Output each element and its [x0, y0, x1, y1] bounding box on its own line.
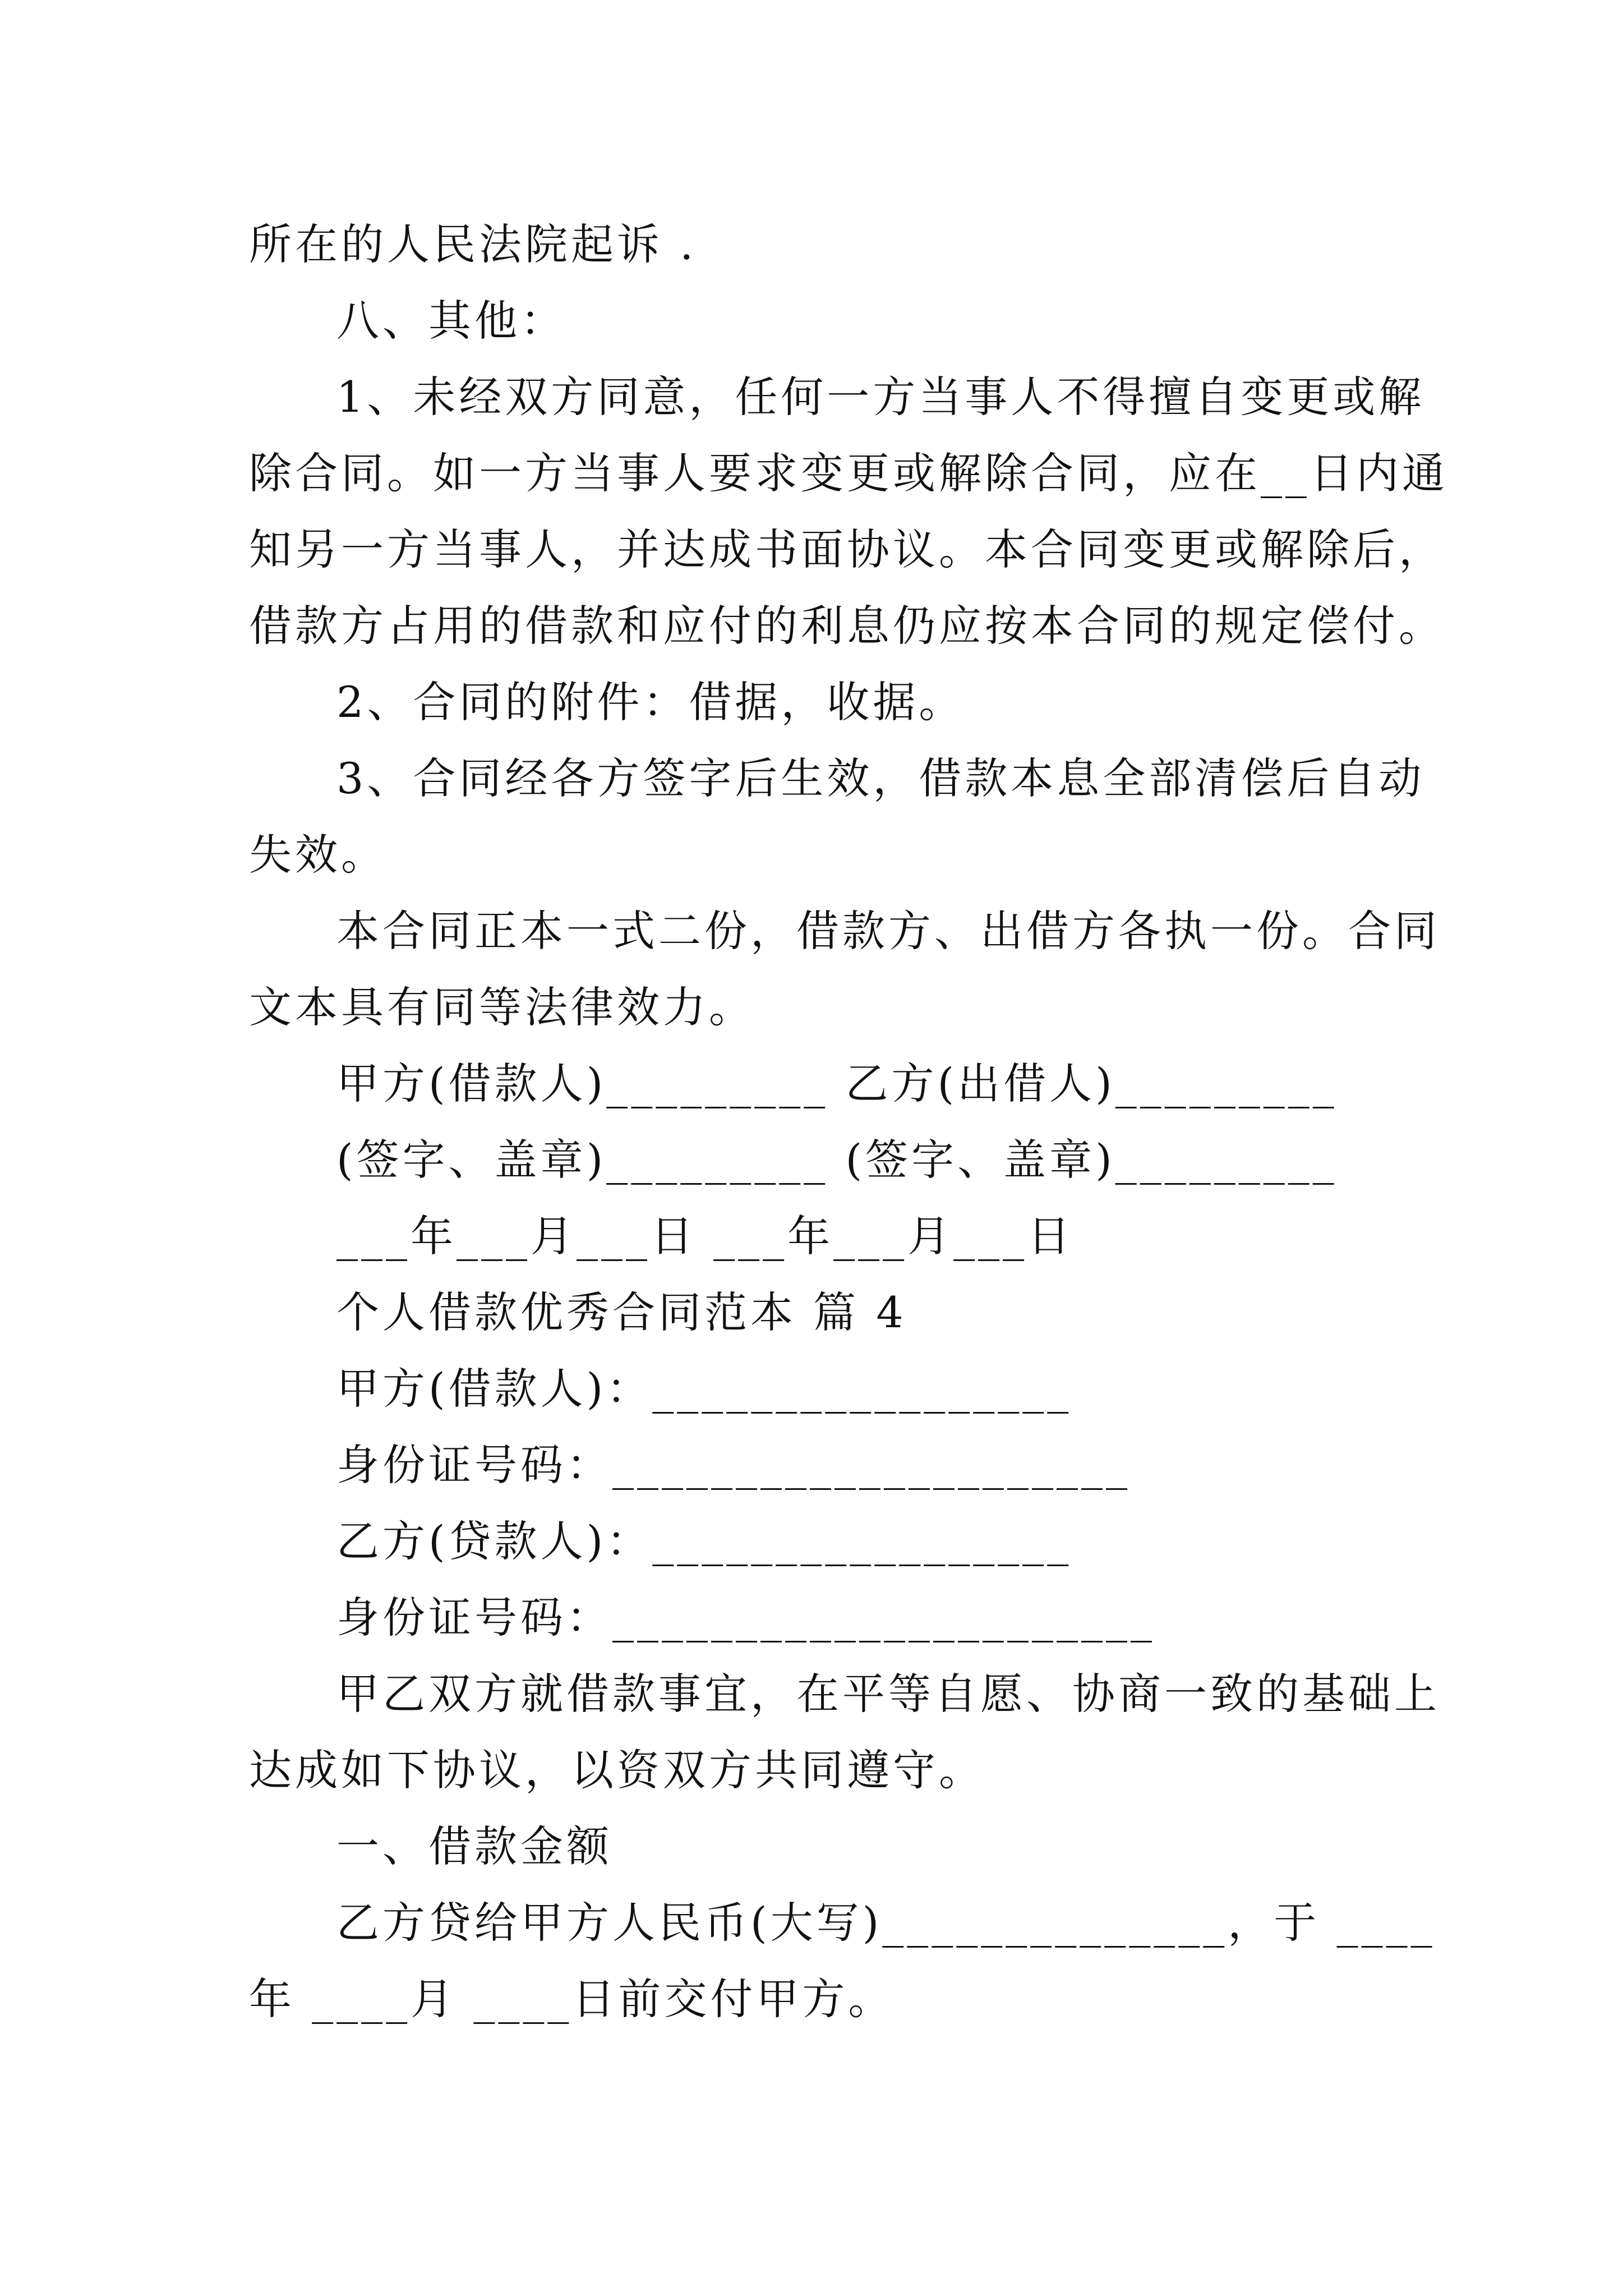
signature-date-line: ___年___月___日 ___年___月___日 [336, 1211, 1074, 1261]
clause-1-line-1: 1、未经双方同意，任何一方当事人不得擅自变更或解 [336, 372, 1425, 422]
section-heading-other: 八、其他： [336, 296, 566, 346]
section-heading-amount: 一、借款金额 [336, 1821, 612, 1871]
amount-line-1: 乙方贷给甲方人民币(大写)______________，于 ____ [336, 1898, 1436, 1948]
clause-1-line-3: 知另一方当事人，并达成书面协议。本合同变更或解除后， [249, 524, 1445, 574]
copies-line-1: 本合同正本一式二份，借款方、出借方各执一份。合同 [336, 906, 1440, 956]
copies-line-2: 文本具有同等法律效力。 [249, 982, 755, 1032]
clause-3-line-1: 3、合同经各方签字后生效，借款本息全部清偿后自动 [336, 753, 1425, 803]
clause-2-line: 2、合同的附件：借据，收据。 [336, 677, 965, 727]
signature-party-line: 甲方(借款人)_________ 乙方(出借人)_________ [336, 1059, 1338, 1108]
party-a-id-line: 身份证号码：_____________________ [336, 1440, 1131, 1490]
intro-line-2: 达成如下协议，以资双方共同遵守。 [249, 1745, 985, 1795]
text-line-1: 所在的人民法院起诉 . [249, 219, 697, 269]
party-b-id-line: 身份证号码：______________________ [336, 1593, 1155, 1642]
intro-line-1: 甲乙双方就借款事宜，在平等自愿、协商一致的基础上 [336, 1669, 1440, 1719]
party-b-line: 乙方(贷款人)：_________________ [336, 1516, 1072, 1566]
amount-line-2: 年 ____月 ____日前交付甲方。 [249, 1974, 895, 2024]
clause-1-line-2: 除合同。如一方当事人要求变更或解除合同，应在__日内通 [249, 448, 1448, 498]
party-a-line: 甲方(借款人)：_________________ [336, 1364, 1072, 1414]
clause-3-line-2: 失效。 [249, 830, 387, 880]
clause-1-line-4: 借款方占用的借款和应付的利息仍应按本合同的规定偿付。 [249, 601, 1445, 651]
signature-seal-line: (签字、盖章)_________ (签字、盖章)_________ [336, 1135, 1338, 1185]
section-title: 个人借款优秀合同范本 篇 4 [336, 1287, 907, 1337]
